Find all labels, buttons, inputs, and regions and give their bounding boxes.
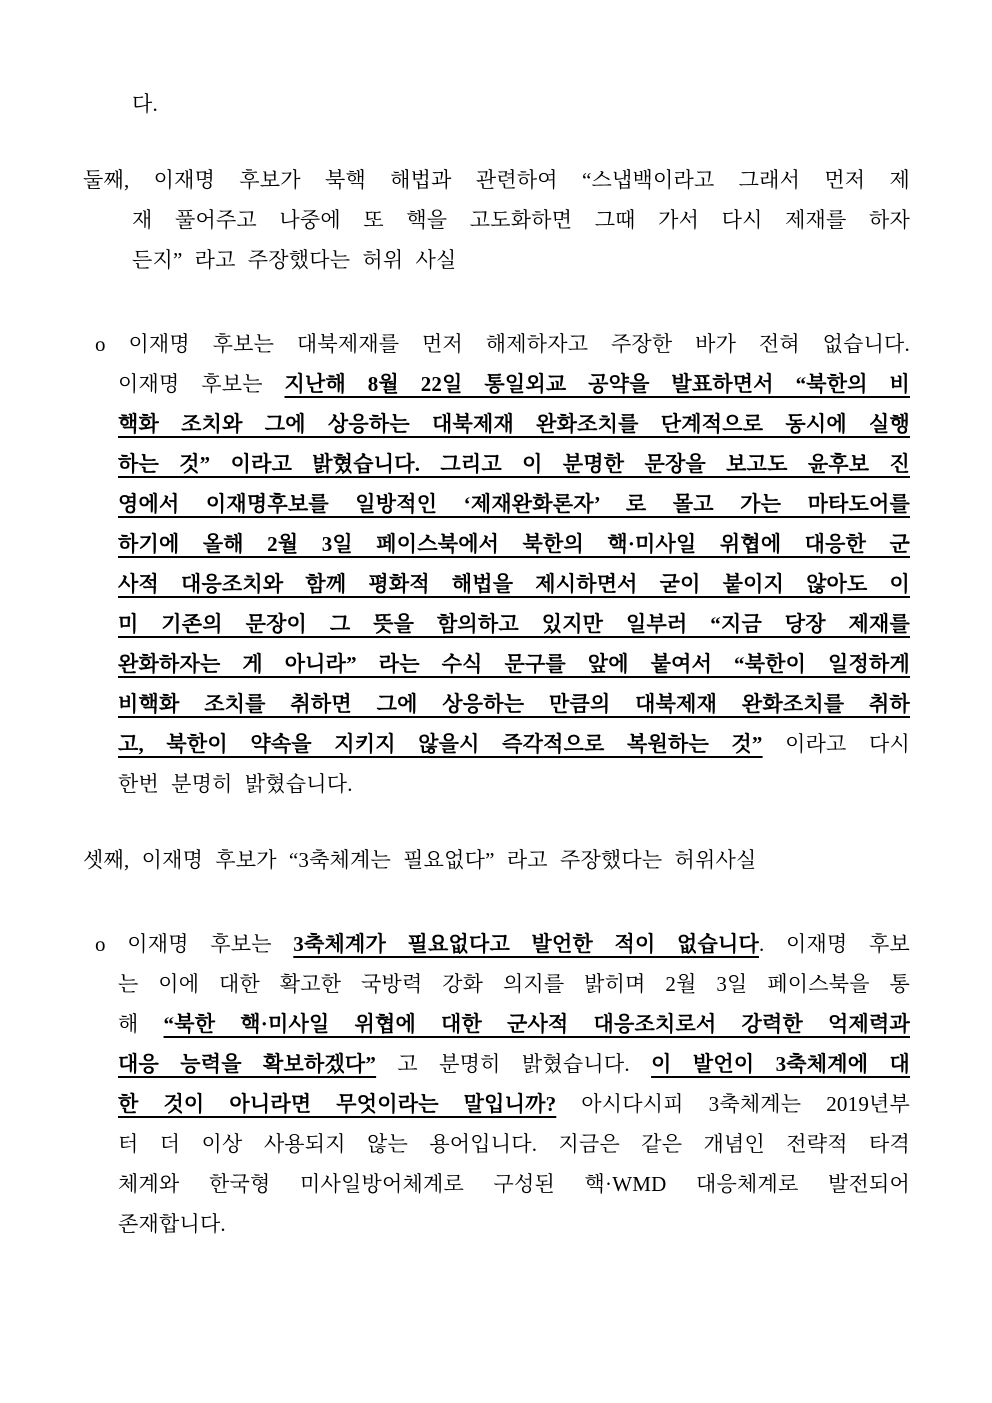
- text-run: . 이재명 후보: [758, 932, 910, 956]
- text-run: 재 풀어주고 나중에 또 핵을 고도화하면 그때 가서 다시 제재를 하자: [132, 208, 910, 232]
- text-line: [83, 644, 910, 684]
- emphasized-text-run: 한 것이 아니라면 무엇이라는 말입니까?: [118, 1092, 557, 1116]
- emphasized-text-run: 고, 북한이 약속을 지키지 않을시 즉각적으로 복원하는 것”: [118, 732, 763, 756]
- text-line: [83, 324, 910, 364]
- paragraph-body-second-rebuttal: [83, 324, 910, 804]
- text-line: [83, 840, 910, 880]
- text-run: 셋째, 이재명 후보가 “3축체계는 필요없다” 라고 주장했다는 허위사실: [83, 848, 757, 872]
- text-run: 든지” 라고 주장했다는 허위 사실: [132, 248, 457, 272]
- text-line: [83, 564, 910, 604]
- emphasized-text-run: 사적 대응조치와 함께 평화적 해법을 제시하면서 굳이 붙이지 않아도 이: [118, 572, 910, 596]
- text-run: 고 분명히 밝혔습니다.: [376, 1052, 652, 1076]
- emphasized-text-run: 대응 능력을 확보하겠다”: [118, 1052, 377, 1076]
- text-line: [83, 364, 910, 404]
- emphasized-text-run: 3축체계가 필요없다고 발언한 적이 없습니다: [293, 932, 759, 956]
- emphasized-text-run: 핵화 조치와 그에 상응하는 대북제재 완화조치를 단계적으로 동시에 실행: [118, 412, 910, 436]
- paragraph-continuation-tail: [132, 84, 910, 124]
- emphasized-text-run: 비핵화 조치를 취하면 그에 상응하는 만큼의 대북제재 완화조치를 취하: [118, 692, 910, 716]
- text-line: [83, 764, 910, 804]
- text-line: [83, 1124, 910, 1164]
- text-line: [83, 404, 910, 444]
- text-line: [132, 84, 910, 124]
- text-line: [83, 924, 910, 964]
- text-run: 이라고 다시: [762, 732, 910, 756]
- text-line: [83, 524, 910, 564]
- text-line: [83, 1084, 910, 1124]
- text-line: [83, 1044, 910, 1084]
- text-run: 터 더 이상 사용되지 않는 용어입니다. 지금은 같은 개념인 전략적 타격: [118, 1132, 910, 1156]
- text-line: [83, 1204, 910, 1244]
- text-run: 는 이에 대한 확고한 국방력 강화 의지를 밝히며 2월 3일 페이스북을 통: [118, 972, 910, 996]
- emphasized-text-run: 하는 것” 이라고 밝혔습니다. 그리고 이 분명한 문장을 보고도 윤후보 진: [118, 452, 910, 476]
- emphasized-text-run: 영에서 이재명후보를 일방적인 ‘제재완화론자’ 로 몰고 가는 마타도어를: [118, 492, 910, 516]
- text-line: [83, 160, 910, 200]
- text-run: 아시다시피 3축체계는 2019년부: [556, 1092, 911, 1116]
- text-line: [83, 724, 910, 764]
- text-line: [83, 240, 910, 280]
- text-line: [83, 1164, 910, 1204]
- emphasized-text-run: 완화하자는 게 아니라” 라는 수식 문구를 앞에 붙여서 “북한이 일정하게: [118, 652, 910, 676]
- emphasized-text-run: 하기에 올해 2월 3일 페이스북에서 북한의 핵·미사일 위협에 대응한 군: [118, 532, 910, 556]
- text-run: 이재명 후보는: [118, 372, 285, 396]
- paragraph-heading-third-claim: [83, 840, 910, 880]
- text-line: [83, 444, 910, 484]
- paragraph-heading-second-claim: [83, 160, 910, 280]
- emphasized-text-run: 미 기존의 문장이 그 뜻을 함의하고 있지만 일부러 “지금 당장 제재를: [118, 612, 910, 636]
- text-line: [83, 684, 910, 724]
- text-run: 둘째, 이재명 후보가 북핵 해법과 관련하여 “스냅백이라고 그래서 먼저 제: [83, 168, 910, 192]
- text-run: 체계와 한국형 미사일방어체계로 구성된 핵·WMD 대응체계로 발전되어: [118, 1172, 910, 1196]
- emphasized-text-run: 지난해 8월 22일 통일외교 공약을 발표하면서 “북한의 비: [284, 372, 910, 396]
- document-text-block: [83, 84, 910, 1244]
- text-run: 존재합니다.: [118, 1212, 226, 1236]
- emphasized-text-run: 이 발언이 3축체계에 대: [651, 1052, 910, 1076]
- text-run: 해: [118, 1012, 164, 1036]
- text-line: [83, 484, 910, 524]
- text-run: o 이재명 후보는 대북제재를 먼저 해제하자고 주장한 바가 전혀 없습니다.: [95, 332, 910, 356]
- text-line: [83, 200, 910, 240]
- text-run: 다.: [132, 92, 158, 116]
- text-line: [83, 1004, 910, 1044]
- text-line: [83, 604, 910, 644]
- text-run: 한번 분명히 밝혔습니다.: [118, 772, 353, 796]
- text-line: [83, 964, 910, 1004]
- paragraph-body-third-rebuttal: [83, 924, 910, 1244]
- text-run: o 이재명 후보는: [95, 932, 294, 956]
- emphasized-text-run: “북한 핵·미사일 위협에 대한 군사적 대응조치로서 강력한 억제력과: [163, 1012, 910, 1036]
